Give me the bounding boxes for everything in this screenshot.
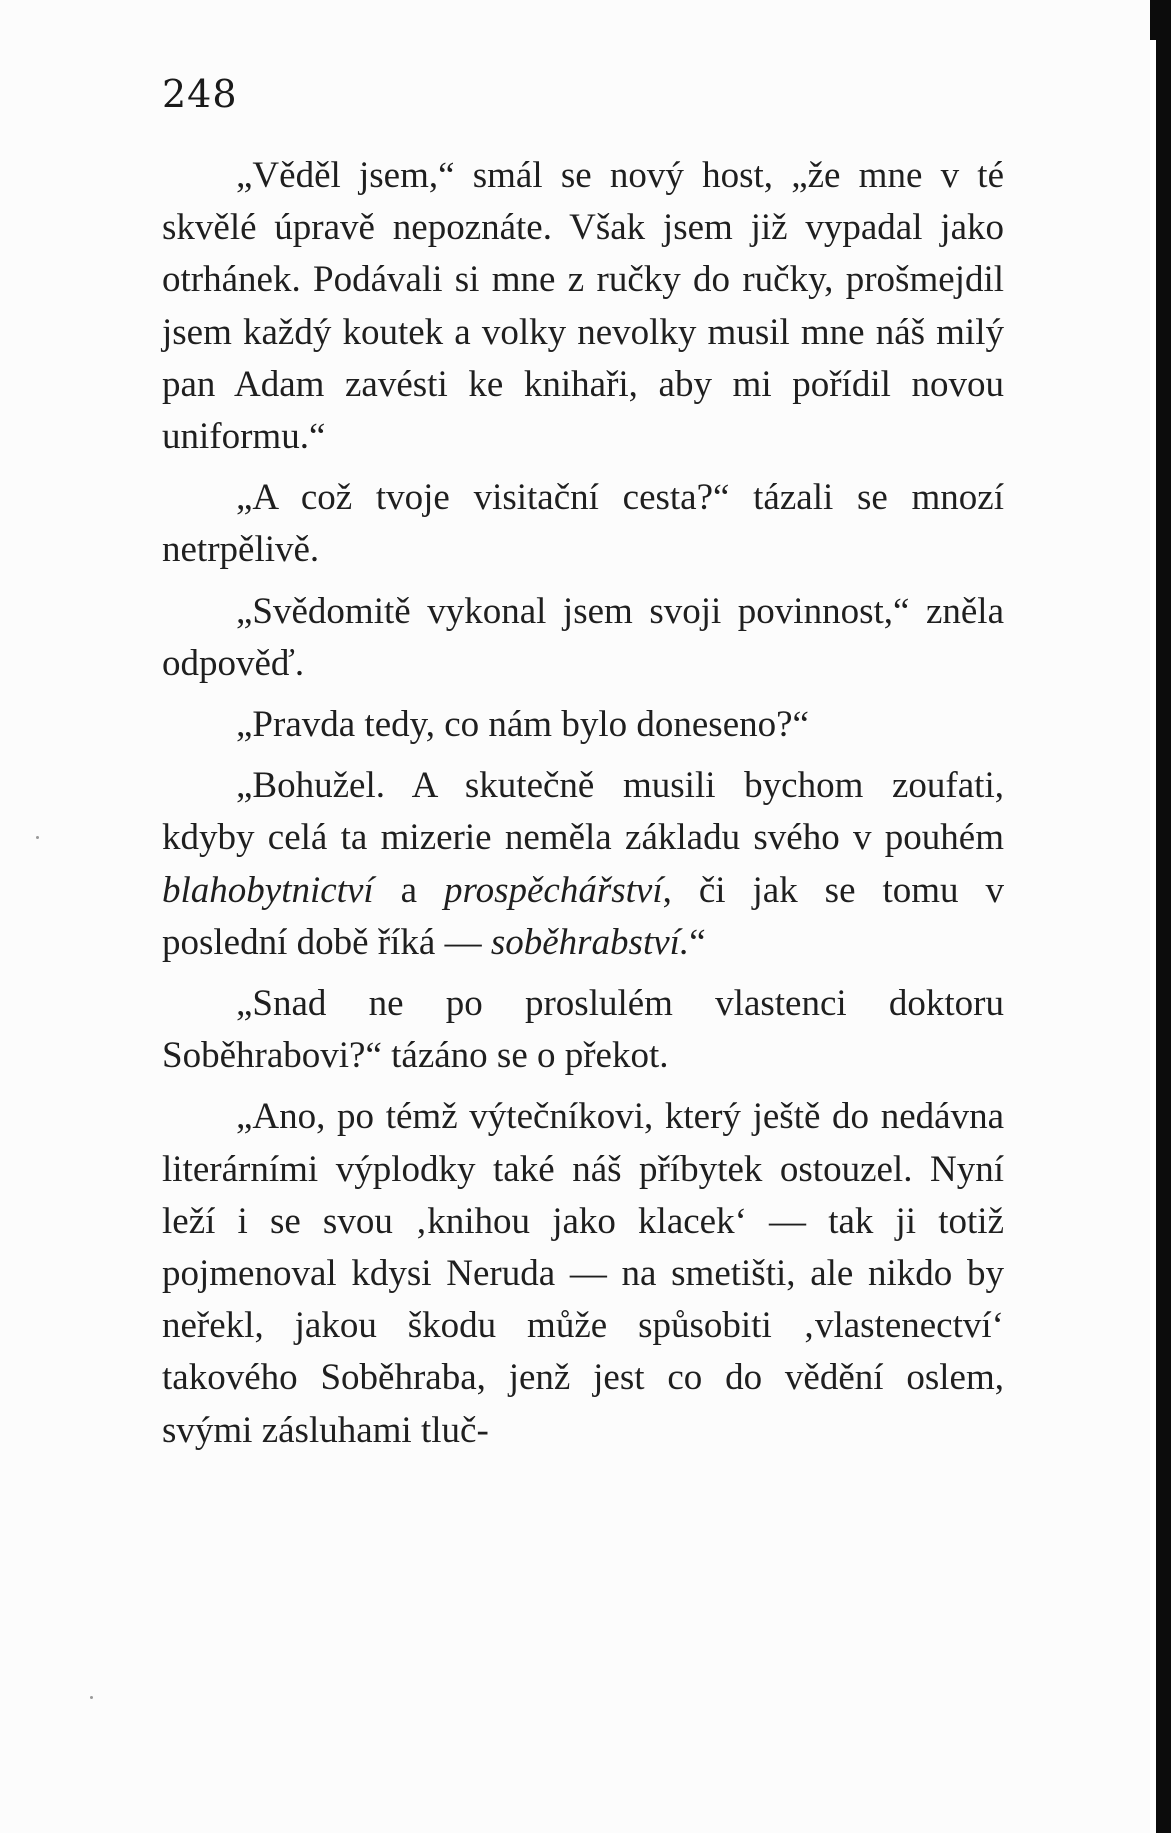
scan-border-right	[1156, 0, 1171, 1833]
scan-speck	[36, 836, 39, 839]
paragraph	[162, 1091, 1004, 1456]
text-segment: a	[373, 869, 445, 911]
paragraph	[162, 760, 1004, 969]
text-segment: , či jak se tomu v poslední době říká —	[162, 869, 1004, 963]
text-segment: „Snad ne po proslulém vlastenci doktoru Soběhrabovi?“ tázáno se o překot.	[162, 983, 1004, 1077]
scan-speck	[90, 1696, 93, 1699]
text-segment: “	[689, 921, 706, 963]
paragraph	[162, 472, 1004, 576]
paragraph	[162, 699, 1004, 751]
text-segment: „A což tvoje visitační cesta?“ tázali se mnozí netrpělivě.	[162, 477, 1004, 571]
paragraph	[162, 150, 1004, 463]
italic-text: soběhrabství.	[490, 921, 690, 963]
page-number: 248	[162, 72, 238, 116]
italic-text: blahobytnictví	[162, 869, 374, 911]
paragraph	[162, 978, 1004, 1082]
text-segment: „Svědomitě vykonal jsem svoji povinnost,“ zněla odpověď.	[162, 590, 1004, 684]
text-segment: „Bohužel. A skutečně musili bychom zoufati, kdyby celá ta mizerie neměla základu svého v pouhém	[162, 765, 1004, 859]
text-segment: „Věděl jsem,“ smál se nový host, „že mne v té skvělé úpravě nepoznáte. Však jsem již vypadal jako otrhánek. Podávali si mne z ručky do ručky, prošmejdil jsem každý koutek a volky nevolky musil mne náš milý pan Adam zavésti ke knihaři, aby mi pořídil novou uniformu.“	[162, 155, 1004, 458]
paragraph	[162, 586, 1004, 690]
text-segment: „Pravda tedy, co nám bylo doneseno?“	[236, 704, 809, 746]
text-segment: „Ano, po témž výtečníkovi, který ještě do nedávna literárními výplodky také náš příbytek ostouzel. Nyní leží i se svou ‚knihou jako klacek‘ — tak ji totiž pojmenoval kdysi Neruda — na smetišti, ale nikdo by neřekl, jakou škodu může spůsobiti ‚vlastenectví‘ takového Soběhraba, jenž jest co do vědění oslem, svými zásluhami tluč-	[162, 1096, 1004, 1451]
italic-text: prospěchářství	[444, 869, 663, 911]
body-text	[162, 150, 1004, 1457]
